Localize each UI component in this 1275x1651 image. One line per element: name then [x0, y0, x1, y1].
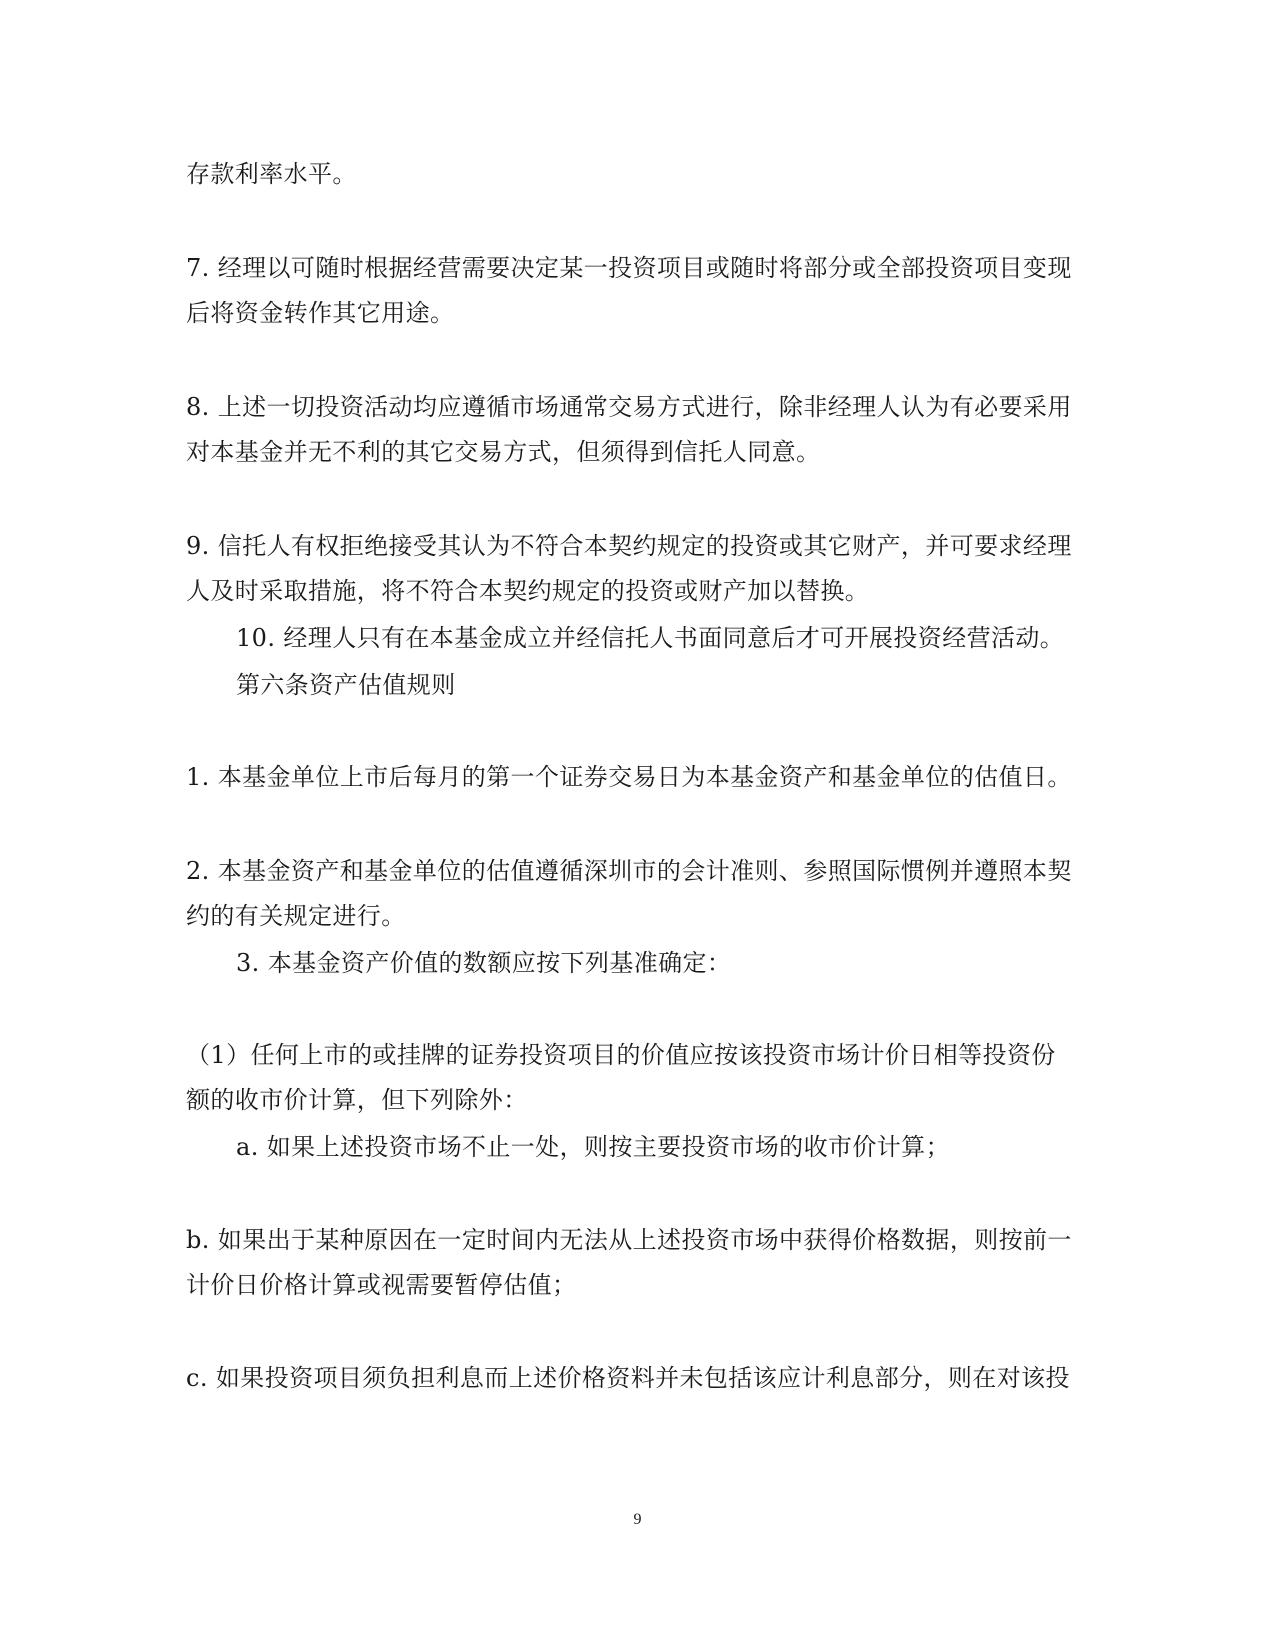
- text-line: 后将资金转作其它用途。: [186, 299, 455, 327]
- text-line: c. 如果投资项目须负担利息而上述价格资料并未包括该应计利息部分，则在对该投: [186, 1364, 1070, 1392]
- page-number: 9: [633, 1511, 642, 1528]
- text-line: 对本基金并无不利的其它交易方式，但须得到信托人同意。: [186, 438, 821, 466]
- text-line: a. 如果上述投资市场不止一处，则按主要投资市场的收市价计算；: [236, 1133, 950, 1161]
- text-line: 9. 信托人有权拒绝接受其认为不符合本契约规定的投资或其它财产，并可要求经理: [186, 532, 1072, 560]
- text-line: （1）任何上市的或挂牌的证券投资项目的价值应按该投资市场计价日相等投资份: [186, 1041, 1056, 1069]
- text-line: 计价日价格计算或视需要暂停估值；: [186, 1271, 577, 1299]
- text-line: 1. 本基金单位上市后每月的第一个证券交易日为本基金资产和基金单位的估值日。: [186, 763, 1072, 791]
- text-line: 存款利率水平。: [186, 160, 357, 188]
- text-line: 额的收市价计算，但下列除外：: [186, 1086, 528, 1114]
- text-line: 约的有关规定进行。: [186, 902, 406, 930]
- text-line: 7. 经理以可随时根据经营需要决定某一投资项目或随时将部分或全部投资项目变现: [186, 254, 1072, 282]
- text-line: 8. 上述一切投资活动均应遵循市场通常交易方式进行，除非经理人认为有必要采用: [186, 393, 1072, 421]
- text-line: b. 如果出于某种原因在一定时间内无法从上述投资市场中获得价格数据，则按前一: [186, 1226, 1072, 1254]
- text-line: 2. 本基金资产和基金单位的估值遵循深圳市的会计准则、参照国际惯例并遵照本契: [186, 857, 1072, 885]
- text-line: 3. 本基金资产价值的数额应按下列基准确定：: [236, 949, 732, 977]
- section-heading: 第六条资产估值规则: [236, 671, 456, 699]
- text-line: 人及时采取措施，将不符合本契约规定的投资或财产加以替换。: [186, 577, 870, 605]
- text-line: 10. 经理人只有在本基金成立并经信托人书面同意后才可开展投资经营活动。: [236, 624, 1065, 652]
